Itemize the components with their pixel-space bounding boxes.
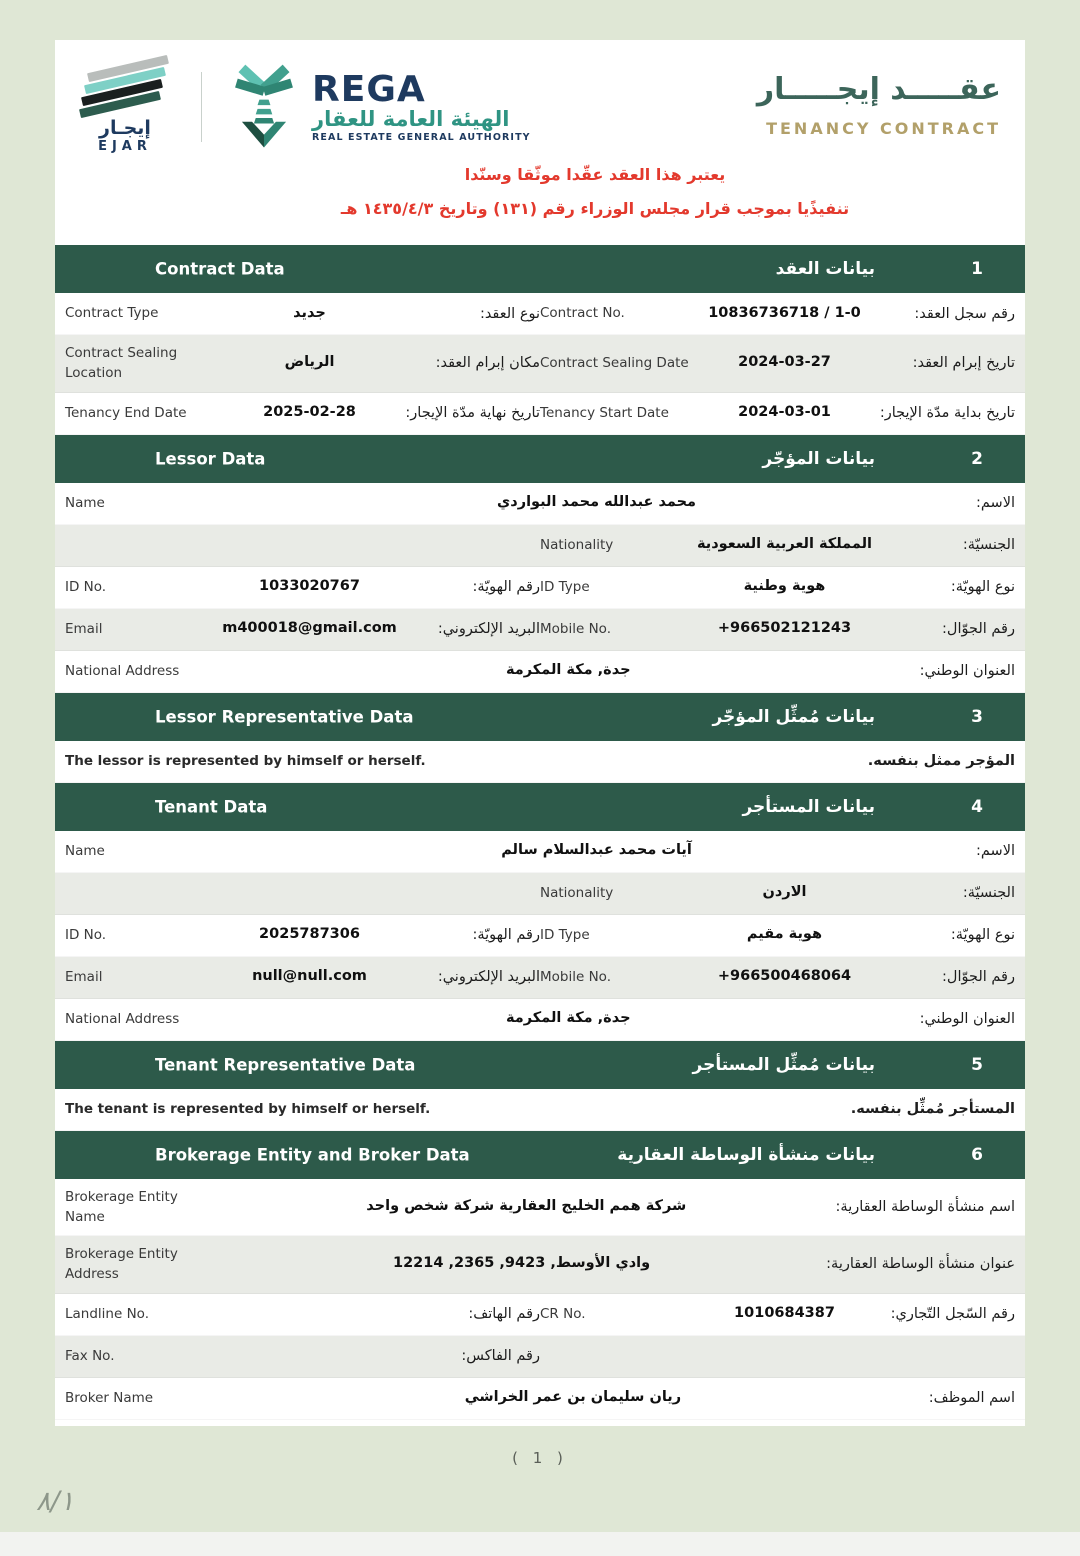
table-row — [55, 873, 1025, 915]
field-label-ar: رقم السّجل التّجاري: — [890, 1306, 1015, 1322]
field-label-en: Name — [65, 494, 105, 511]
field-group-right — [540, 576, 1015, 598]
logo-group — [73, 60, 531, 154]
field-group-left — [65, 1346, 540, 1366]
section-title-ar: بيانات العقد — [775, 259, 875, 279]
field-label-en: Landline No. — [65, 1305, 149, 1322]
field-value: +966500468064 — [717, 968, 852, 985]
field-label-ar: البريد الإلكتروني: — [437, 969, 540, 985]
field-label-ar: اسم الموظف: — [928, 1390, 1015, 1406]
table-row — [55, 609, 1025, 651]
field-label-en: CR No. — [540, 1305, 586, 1322]
ejar-stripes-icon — [79, 60, 171, 118]
field-group-left — [65, 303, 540, 325]
field-value: ريان سليمان بن عمر الخراشي — [464, 1389, 682, 1406]
field-value: جديد — [293, 304, 326, 321]
section-4 — [55, 783, 1025, 1041]
field-label-ar: الجنسيّة: — [962, 537, 1015, 553]
field-value: 1033020767 — [259, 578, 360, 595]
field-group-full — [65, 1387, 1015, 1409]
table-row — [55, 957, 1025, 999]
field-value: 2025787306 — [259, 926, 360, 943]
field-value: آيات محمد عبدالسلام سالم — [501, 842, 692, 859]
field-label-en: Broker Name — [65, 1389, 154, 1406]
table-row — [55, 999, 1025, 1041]
ejar-logo — [73, 60, 177, 154]
contract-title-block — [757, 72, 1001, 138]
field-label-en: Tenancy Start Date — [540, 404, 669, 421]
field-value: null@null.com — [252, 968, 367, 985]
section-header — [55, 693, 1025, 741]
legal-disclaimer-line2: تنفيذًيا بموجب قرار مجلس الوزراء رقم (١٣١) وتاريخ ١٤٣٥/٤/٣ هـ — [340, 198, 850, 218]
table-row — [55, 393, 1025, 435]
section-1 — [55, 245, 1025, 435]
ejar-logo-arabic: إيجـار — [99, 117, 151, 139]
section-title-ar: بيانات مُمثِّل المؤجّر — [712, 706, 875, 727]
field-value: الرياض — [284, 354, 335, 371]
table-row — [55, 525, 1025, 567]
field-label-en: Email — [65, 620, 103, 637]
section-title-ar: بيانات مُمثِّل المستأجر — [692, 1054, 875, 1075]
field-label-ar: رقم الهويّة: — [472, 927, 540, 943]
section-number: 6 — [971, 1144, 983, 1165]
field-label-ar: العنوان الوطني: — [919, 1011, 1015, 1027]
field-group-right — [540, 924, 1015, 946]
section-title-en: Tenant Representative Data — [155, 1055, 416, 1074]
table-row — [55, 335, 1025, 393]
field-value: 2024-03-01 — [738, 404, 831, 421]
field-label-en: Nationality — [540, 884, 614, 901]
representative-note-en: The lessor is represented by himself or herself. — [65, 753, 426, 769]
field-label-en: Name — [65, 842, 105, 859]
field-group-full — [65, 1008, 1015, 1030]
field-value: الاردن — [762, 884, 807, 901]
field-group-right — [540, 402, 1015, 424]
section-header — [55, 1041, 1025, 1089]
section-6 — [55, 1131, 1025, 1420]
field-label-en: ID Type — [540, 578, 590, 595]
sections — [55, 245, 1025, 1420]
field-group-left — [65, 343, 540, 384]
field-label-ar: رقم الهاتف: — [468, 1306, 540, 1322]
field-label-ar: اسم منشأة الوساطة العقارية: — [835, 1198, 1015, 1215]
bottom-strip — [0, 1532, 1080, 1556]
field-label-ar: نوع العقد: — [479, 305, 540, 322]
field-label-en: National Address — [65, 1010, 180, 1027]
field-value: جدة, مكة المكرمة — [506, 662, 631, 679]
field-label-ar: الاسم: — [976, 843, 1015, 859]
section-title-ar: بيانات المستأجر — [742, 796, 875, 817]
page-number: ( 1 ) — [512, 1449, 568, 1467]
field-label-ar: رقم الجوّال: — [942, 969, 1015, 985]
field-label-en: ID No. — [65, 578, 107, 595]
field-label-ar: تاريخ إبرام العقد: — [912, 355, 1015, 372]
rega-logo-arabic: الهيئة العامة للعقار — [312, 107, 510, 132]
section-number: 2 — [971, 448, 983, 469]
field-label-en: Brokerage Entity Name — [65, 1188, 178, 1225]
field-label-en: Fax No. — [65, 1347, 115, 1364]
field-group-full — [65, 1244, 1015, 1285]
field-label-ar: رقم الهويّة: — [472, 579, 540, 595]
field-label-en: Mobile No. — [540, 968, 611, 985]
representative-note-en: The tenant is represented by himself or herself. — [65, 1101, 431, 1117]
field-group-left — [65, 576, 540, 598]
section-title-en: Lessor Data — [155, 449, 266, 468]
section-number: 5 — [971, 1054, 983, 1075]
field-group-right — [540, 352, 1015, 374]
field-group-full — [65, 660, 1015, 682]
field-value: المملكة العربية السعودية — [697, 536, 872, 553]
table-row — [55, 741, 1025, 783]
field-group-left — [65, 402, 540, 424]
legal-disclaimer-line1: يعتبر هذا العقد عقّدا موثّقا وسنّدا — [464, 165, 726, 184]
field-group-full — [65, 840, 1015, 862]
field-label-ar: رقم سجل العقد: — [914, 305, 1015, 322]
field-group-right — [540, 303, 1015, 325]
rega-logo-name: REGA — [312, 68, 426, 110]
field-group-full — [65, 1187, 1015, 1228]
field-label-ar: رقم الفاكس: — [461, 1348, 540, 1364]
field-label-ar: مكان إبرام العقد: — [435, 355, 540, 372]
field-label-ar: الاسم: — [976, 495, 1015, 511]
table-row — [55, 1236, 1025, 1294]
section-title-en: Lessor Representative Data — [155, 707, 414, 726]
field-group-left — [65, 966, 540, 988]
field-value: هوية وطنية — [743, 578, 826, 595]
logo-divider — [201, 72, 202, 142]
section-title-en: Tenant Data — [155, 797, 268, 816]
field-group-left — [65, 924, 540, 946]
field-value: محمد عبدالله محمد البواردي — [497, 494, 696, 511]
section-3 — [55, 693, 1025, 783]
field-label-ar: عنوان منشأة الوساطة العقارية: — [826, 1256, 1015, 1273]
contract-title-arabic: عقـــــد إيجـــــار — [756, 72, 1001, 107]
field-label-ar: تاريخ بداية مدّة الإيجار: — [879, 405, 1015, 421]
field-group-right — [540, 1303, 1015, 1325]
field-group-right — [540, 882, 1015, 904]
field-label-ar: نوع الهويّة: — [950, 927, 1015, 943]
field-label-en: Contract No. — [540, 305, 625, 322]
table-row — [55, 1089, 1025, 1131]
section-title-ar: بيانات المؤجّر — [762, 448, 875, 469]
table-row — [55, 1294, 1025, 1336]
field-value: 10836736718 / 1-0 — [708, 304, 861, 321]
field-group-full — [65, 492, 1015, 514]
field-value: شركة همم الخليج العقارية شركة شخص واحد — [366, 1197, 687, 1214]
rega-logo-latin: REAL ESTATE GENERAL AUTHORITY — [312, 132, 531, 144]
field-label-en: ID No. — [65, 926, 107, 943]
field-value: m400018@gmail.com — [222, 620, 397, 637]
field-value: 1010684387 — [734, 1305, 835, 1322]
table-row — [55, 651, 1025, 693]
field-label-en: Contract Sealing Date — [540, 355, 689, 372]
representative-note-ar: المستأجر مُمثِّل بنفسه. — [850, 1101, 1015, 1117]
section-header — [55, 783, 1025, 831]
section-number: 3 — [971, 706, 983, 727]
section-2 — [55, 435, 1025, 693]
field-group-right — [540, 534, 1015, 556]
field-label-en: Brokerage Entity Address — [65, 1246, 178, 1283]
section-header — [55, 435, 1025, 483]
table-row — [55, 1179, 1025, 1237]
field-group-right — [540, 966, 1015, 988]
legal-disclaimer — [265, 158, 925, 225]
section-number: 4 — [971, 796, 983, 817]
contract-document-card — [55, 40, 1025, 1426]
representative-note-ar: المؤجر ممثل بنفسه. — [867, 753, 1015, 769]
table-row — [55, 483, 1025, 525]
table-row — [55, 1378, 1025, 1420]
field-value: هوية مقيم — [746, 926, 823, 943]
contract-title-english: TENANCY CONTRACT — [766, 119, 1001, 138]
field-label-en: Nationality — [540, 536, 614, 553]
field-value: 2025-02-28 — [263, 404, 356, 421]
field-value: 2024-03-27 — [738, 354, 831, 371]
field-label-en: Tenancy End Date — [65, 404, 187, 421]
table-row — [55, 293, 1025, 335]
section-title-ar: بيانات منشأة الوساطة العقارية — [617, 1144, 875, 1165]
table-row — [55, 1336, 1025, 1378]
field-label-en: Email — [65, 968, 103, 985]
field-label-en: ID Type — [540, 926, 590, 943]
field-label-ar: نوع الهويّة: — [950, 579, 1015, 595]
field-label-ar: الجنسيّة: — [962, 885, 1015, 901]
field-label-en: Mobile No. — [540, 620, 611, 637]
page-fraction-mark: ٨/١ — [36, 1486, 75, 1517]
field-label-en: National Address — [65, 662, 180, 679]
field-group-left — [65, 618, 540, 640]
field-group-left — [65, 1304, 540, 1324]
section-5 — [55, 1041, 1025, 1131]
ejar-logo-latin: EJAR — [98, 138, 152, 154]
field-label-ar: تاريخ نهاية مدّة الإيجار: — [405, 405, 540, 421]
rega-logo-text — [312, 68, 531, 144]
table-row — [55, 567, 1025, 609]
rega-palm-icon — [226, 61, 302, 153]
field-label-ar: العنوان الوطني: — [919, 663, 1015, 679]
table-row — [55, 915, 1025, 957]
section-title-en: Brokerage Entity and Broker Data — [155, 1145, 470, 1164]
field-value: +966502121243 — [717, 620, 852, 637]
section-title-en: Contract Data — [155, 259, 285, 279]
field-label-en: Contract Sealing Location — [65, 345, 178, 382]
field-value: جدة, مكة المكرمة — [506, 1010, 631, 1027]
section-number: 1 — [971, 259, 983, 279]
field-label-ar: رقم الجوّال: — [942, 621, 1015, 637]
section-header — [55, 1131, 1025, 1179]
field-group-right — [540, 618, 1015, 640]
rega-logo — [226, 61, 531, 153]
table-row — [55, 831, 1025, 873]
field-value: وادي الأوسط, 9423, 2365, 12214 — [392, 1255, 651, 1272]
field-label-ar: البريد الإلكتروني: — [437, 621, 540, 637]
field-label-en: Contract Type — [65, 305, 159, 322]
section-header — [55, 245, 1025, 293]
document-header — [55, 40, 1025, 245]
